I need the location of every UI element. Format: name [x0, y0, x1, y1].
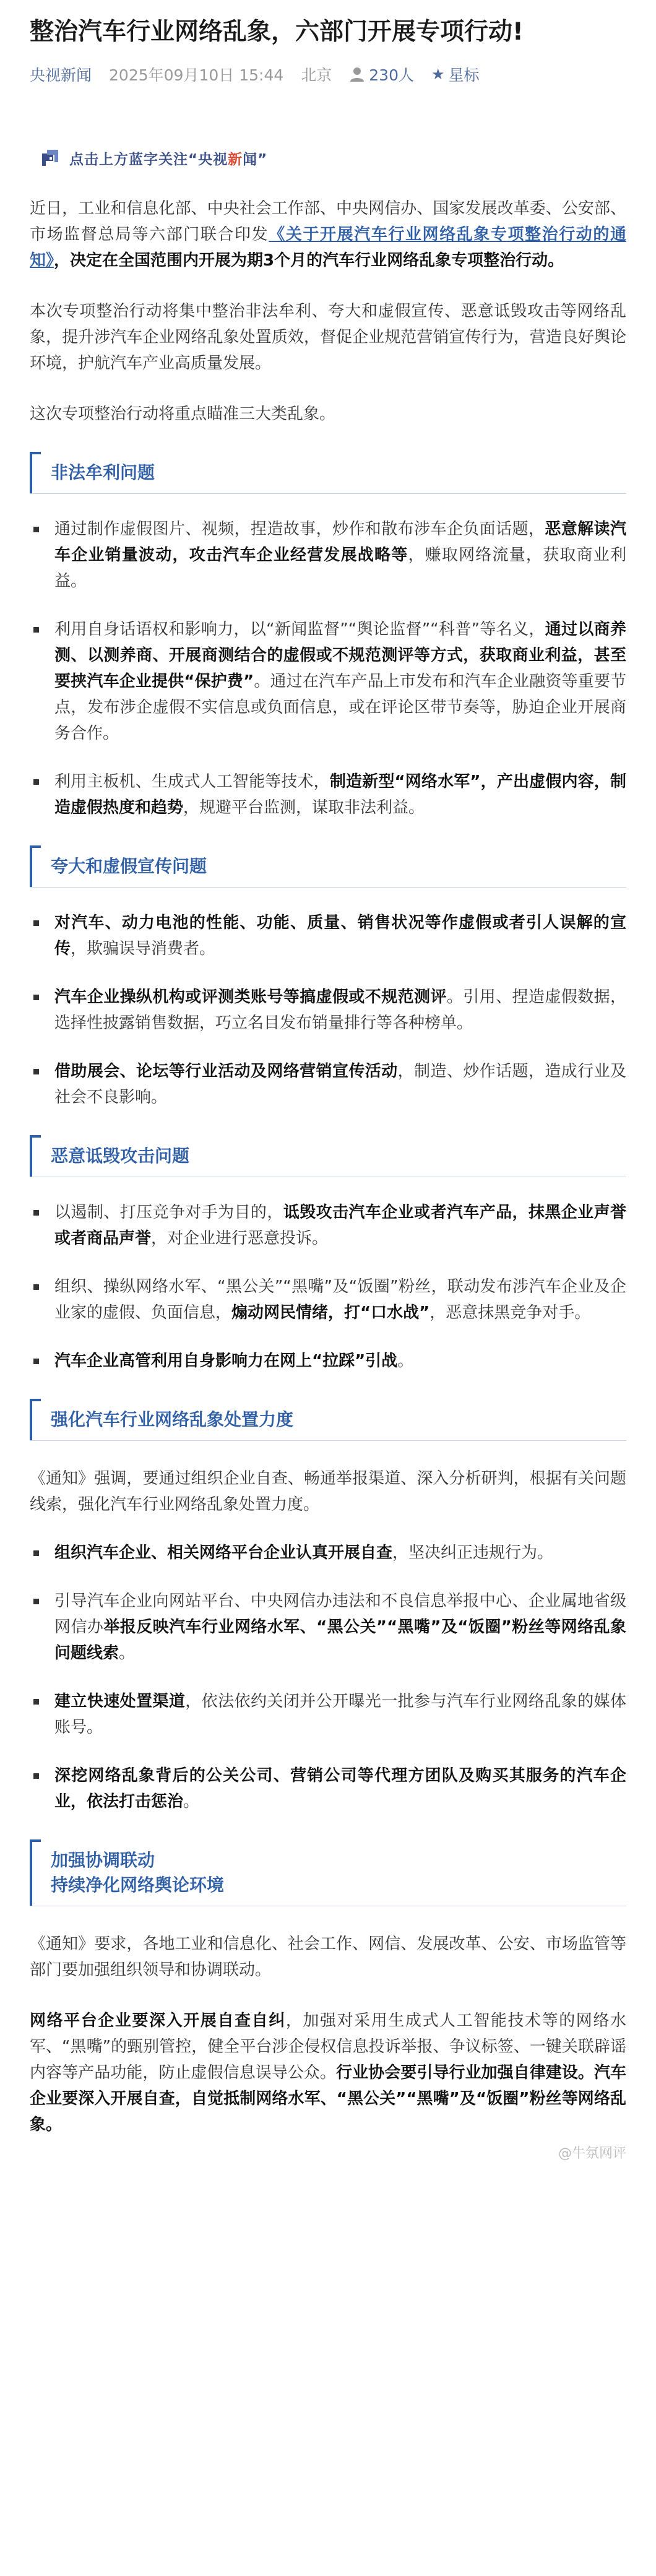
item-bold: 通过以商养测、以测养商、开展商测结合的虚假或不规范测评等方式，获取商业利益，甚至要挟汽车企业提供“保护费”: [54, 620, 626, 691]
banner-brand-c: 闻: [243, 151, 258, 168]
item-text: 利用主板机、生成式人工智能等技术，: [54, 772, 330, 791]
section-heading-malicious-attacks: [30, 1135, 626, 1177]
item-bold: 恶意解读汽车企业销量波动，攻击汽车企业经营发展战略等: [54, 520, 626, 564]
bullet-icon: [33, 1699, 39, 1705]
list-item: [30, 1540, 626, 1566]
follower-count-value: 230人: [369, 66, 414, 84]
heading-corner: [30, 452, 41, 463]
section-paragraph: 《通知》要求，各地工业和信息化、社会工作、网信、发展改革、公安、市场监管等部门要加强组织领导和协调联动。: [30, 1935, 626, 1979]
item-text: 利用自身话语权和影响力，以“新闻监督”“舆论监督”“科普”等名义，: [54, 620, 545, 639]
intro-paragraph-2: 本次专项整治行动将集中整治非法牟利、夸大和虚假宣传、恶意诋毁攻击等网络乱象，提升涉汽车企业网络乱象处置质效，督促企业规范营销宣传行为，营造良好舆论环境，护航汽车产业高质量发展。: [30, 302, 626, 373]
list-item: [30, 769, 626, 821]
item-text: ，欺骗误导消费者。: [71, 940, 216, 958]
list-item: [30, 516, 626, 594]
list-item: [30, 1274, 626, 1326]
follow-banner[interactable]: [38, 144, 626, 172]
list-item: [30, 1763, 626, 1815]
list-item: [30, 910, 626, 962]
banner-prefix: 点击上方蓝字关注: [69, 151, 188, 168]
cctv-logo-icon: [38, 146, 62, 170]
section-heading-illegal-profit: [30, 452, 626, 494]
item-text: 以遏制、打压竞争对手为目的，: [54, 1203, 283, 1222]
section-heading-coordination: [30, 1839, 626, 1906]
bullet-icon: [33, 779, 39, 785]
item-text: 。: [183, 1792, 200, 1811]
bullet-icon: [33, 920, 39, 926]
bullet-icon: [33, 527, 39, 532]
item-bold: 制造新型“网络水军”，产出虚假内容，制造虚假热度和趋势: [54, 772, 626, 817]
item-text: 。: [119, 1644, 136, 1662]
paragraph-text: ，加强对采用生成式人工智能技术等的网络水军、“黑嘴”的甄别管控，健全平台涉企侵权信息投诉举报、争议标签、一键关联辟谣内容等产品功能，防止虚假信息误导公众。: [30, 2012, 626, 2082]
item-text: ，依法依约关闭并公开曝光一批参与汽车行业网络乱象的媒体账号。: [54, 1692, 626, 1737]
item-text: 。引用、捏造虚假数据，选择性披露销售数据，巧立名目发布销量排行等各种榜单。: [54, 988, 626, 1032]
item-bold: 汽车企业操纵机构或评测类账号等搞虚假或不规范测评: [54, 988, 447, 1006]
article-meta: [30, 62, 626, 87]
intro-paragraph-1: [30, 196, 626, 274]
item-bold: 建立快速处置渠道: [54, 1692, 186, 1711]
item-bold: 对汽车、动力电池的性能、功能、质量、销售状况等作虚假或者引人误解的宣传: [54, 914, 626, 958]
section-heading-enforcement: [30, 1399, 626, 1441]
star-label: 星标: [448, 66, 480, 84]
star-button[interactable]: [431, 63, 480, 85]
item-bold: 深挖网络乱象背后的公关公司、营销公司等代理方团队及购买其服务的汽车企业，依法打击惩治: [54, 1766, 626, 1811]
paragraph-bold: 行业协会要引导行业加强自律建设。汽车企业要深入开展自查，自觉抵制网络水军、“黑公关”“黑嘴”及“饭圈”粉丝等网络乱象。: [30, 2064, 626, 2134]
section-label: 恶意诋毁攻击问题: [51, 1146, 190, 1166]
bullet-icon: [33, 1210, 39, 1216]
notice-link[interactable]: 《关于开展汽车行业网络乱象专项整治行动的通知》: [30, 225, 626, 270]
watermark: [30, 2143, 626, 2177]
item-text: ，坚决纠正违规行为。: [392, 1544, 554, 1562]
section-label-line-1: 加强协调联动: [51, 1850, 155, 1870]
banner-quote-open: “: [188, 151, 199, 168]
item-text: ，制造、炒作话题，造成行业及社会不良影响。: [54, 1062, 626, 1107]
bullet-icon: [33, 1284, 39, 1290]
item-bold: 组织汽车企业、相关网络平台企业认真开展自查: [54, 1544, 393, 1562]
list-item: [30, 1058, 626, 1110]
bullet-icon: [33, 995, 39, 1000]
intro-p1-bold: ，决定在全国范围内开展为期3个月的汽车行业网络乱象专项整治行动。: [54, 251, 564, 270]
item-text: ，规避平台监测，谋取非法利益。: [183, 798, 425, 817]
banner-brand-a: 央视: [198, 151, 228, 168]
section-heading-false-advertising: [30, 845, 626, 888]
source-link[interactable]: 央视新闻: [30, 66, 92, 84]
item-text: ，赚取网络流量，获取商业利益。: [54, 546, 626, 590]
list-item: [30, 616, 626, 746]
banner-quote-close: ”: [257, 151, 268, 168]
heading-corner: [30, 845, 41, 857]
follower-count: [349, 63, 414, 85]
watermark-text: @牛氛网评: [558, 2146, 626, 2161]
item-text: ，对企业进行恶意投诉。: [151, 1229, 329, 1248]
section-paragraph: [30, 2008, 626, 2138]
paragraph-bold: 网络平台企业要深入开展自查自纠: [30, 2012, 286, 2030]
person-icon: [349, 66, 365, 82]
list-item: [30, 1588, 626, 1666]
heading-corner: [30, 1839, 41, 1851]
bullet-icon: [33, 1599, 39, 1604]
item-bold: 汽车企业高管利用自身影响力在网上“拉踩”引战: [54, 1352, 398, 1370]
follow-banner-text: [69, 148, 267, 168]
list-item: [30, 1348, 626, 1374]
item-bold: 煽动网民情绪，打“口水战”: [231, 1303, 430, 1322]
item-text: 。: [397, 1352, 414, 1370]
item-text: 通过制作虚假图片、视频，捏造故事，炒作和散布涉车企负面话题，: [54, 520, 545, 538]
article-title: 整治汽车行业网络乱象，六部门开展专项行动!: [30, 18, 524, 46]
bullet-icon: [33, 1359, 39, 1364]
item-bold: 诋毁攻击汽车企业或者汽车产品，抹黑企业声誉或者商品声誉: [54, 1203, 626, 1248]
publish-datetime: 2025年09月10日 15:44: [109, 66, 284, 84]
section-label: 强化汽车行业网络乱象处置力度: [51, 1409, 294, 1430]
bullet-icon: [33, 1550, 39, 1556]
intro-paragraph-3: 这次专项整治行动将重点瞄准三大类乱象。: [30, 405, 336, 423]
list-item: [30, 1199, 626, 1251]
heading-corner: [30, 1399, 41, 1410]
section-paragraph: 《通知》强调，要通过组织企业自查、畅通举报渠道、深入分析研判，根据有关问题线索，强化汽车行业网络乱象处置力度。: [30, 1469, 626, 1514]
item-text: 组织、操纵网络水军、“黑公关”“黑嘴”及“饭圈”粉丝，联动发布涉汽车企业及企业家的虚假、负面信息，: [54, 1277, 626, 1322]
publish-location: 北京: [301, 66, 332, 84]
item-bold: 举报反映汽车行业网络水军、“黑公关”“黑嘴”及“饭圈”粉丝等网络乱象问题线索: [54, 1618, 626, 1662]
item-text: ，恶意抹黑竞争对手。: [429, 1303, 591, 1322]
bullet-icon: [33, 627, 39, 633]
banner-brand-b: 新: [228, 151, 243, 168]
item-bold: 借助展会、论坛等行业活动及网络营销宣传活动: [54, 1062, 398, 1081]
heading-corner: [30, 1135, 41, 1146]
list-item: [30, 1688, 626, 1740]
section-label-line-2: 持续净化网络舆论环境: [51, 1875, 225, 1895]
star-icon: ★: [431, 66, 445, 83]
intro-p1-text: 近日，工业和信息化部、中央社会工作部、中央网信办、国家发展改革委、公安部、市场监督总局等六部门联合印发: [30, 199, 626, 244]
item-text: 引导汽车企业向网站平台、中央网信办违法和不良信息举报中心、企业属地省级网信办: [54, 1592, 626, 1636]
list-item: [30, 984, 626, 1036]
section-label: 非法牟利问题: [51, 462, 155, 483]
item-text: 。通过在汽车产品上市发布和汽车企业融资等重要节点，发布涉企虚假不实信息或负面信息，或在评论区带节奏等，胁迫企业开展商务合作。: [54, 672, 626, 743]
bullet-icon: [33, 1773, 39, 1779]
section-label: 夸大和虚假宣传问题: [51, 856, 207, 876]
bullet-icon: [33, 1069, 39, 1074]
